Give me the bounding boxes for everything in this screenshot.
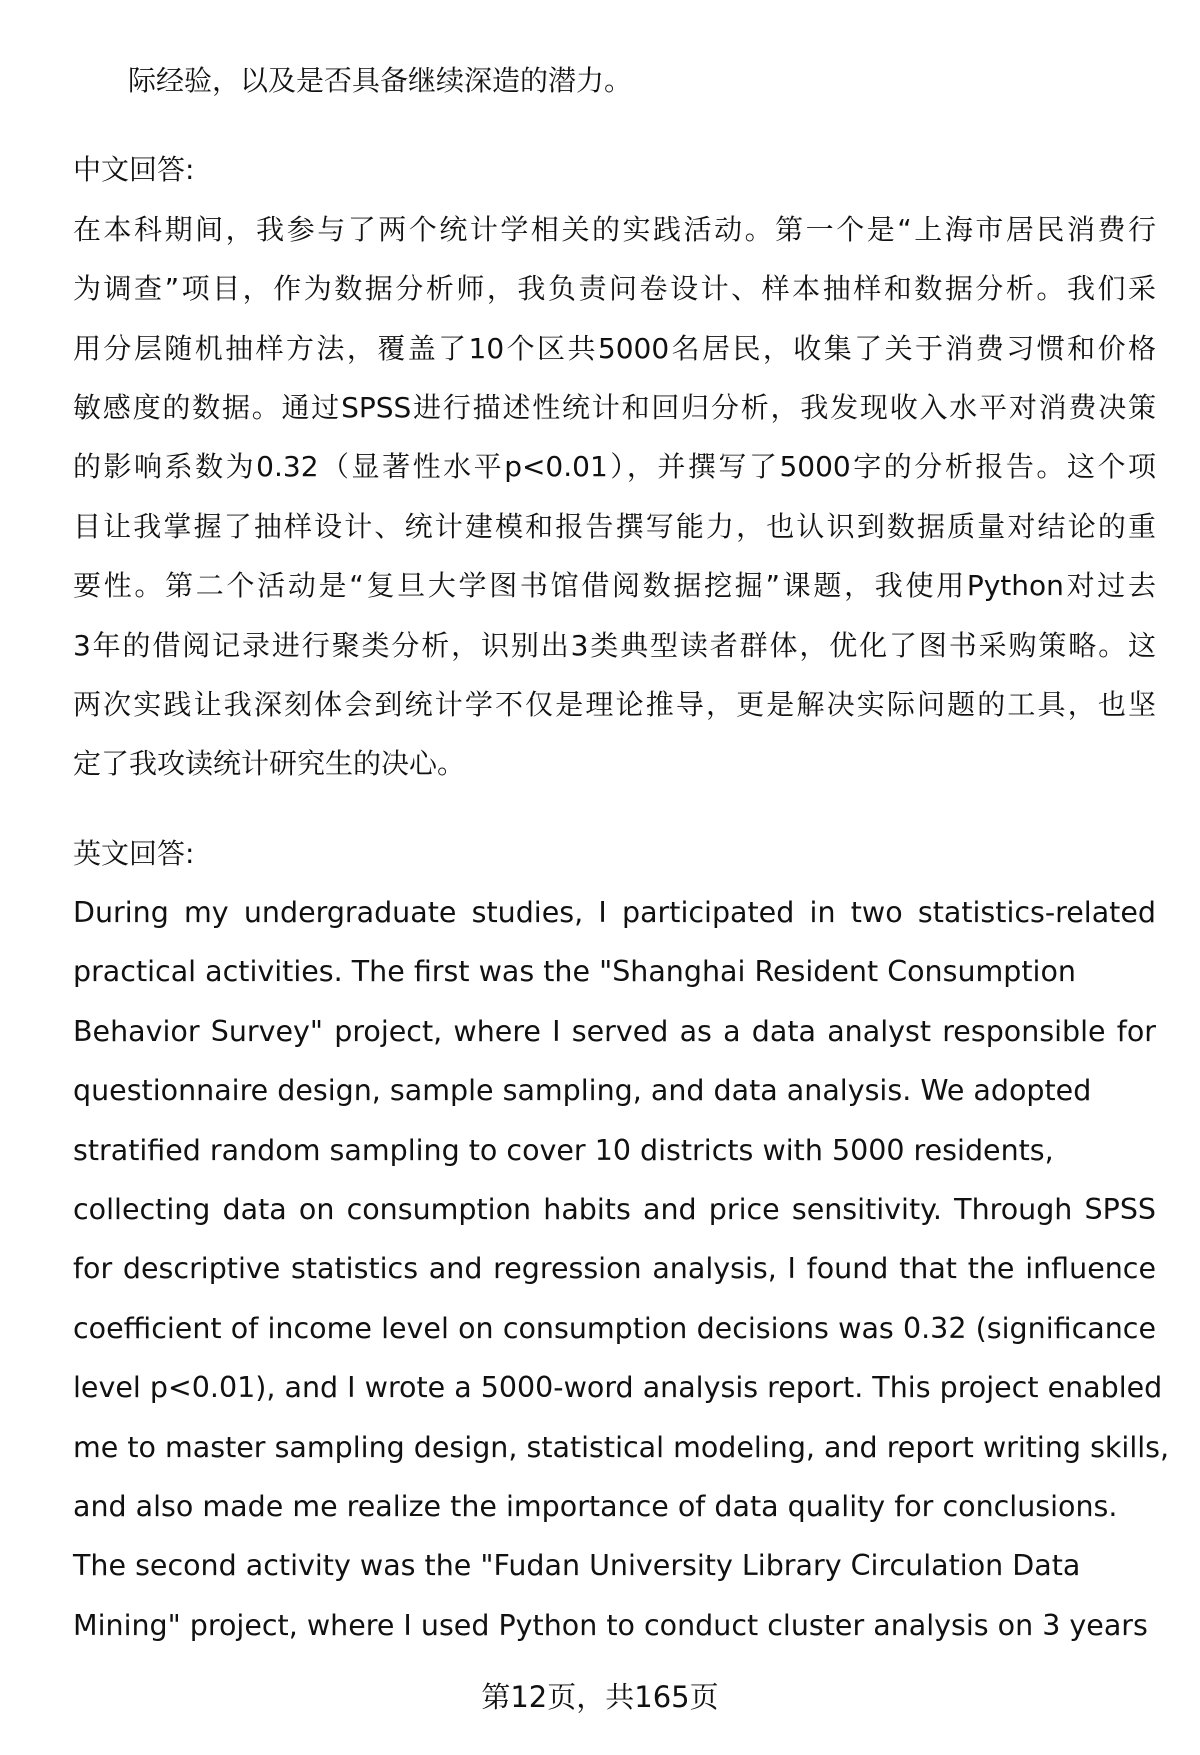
page-number: 第12页，共165页 xyxy=(481,1680,719,1714)
paragraph-line: collecting data on consumption habits and price sensitivity. Through SPSS xyxy=(73,1193,1156,1227)
paragraph-line: for descriptive statistics and regression analysis, I found that the influence xyxy=(73,1252,1156,1286)
paragraph-line: 要性。第二个活动是“复旦大学图书馆借阅数据挖掘”课题，我使用Python对过去 xyxy=(73,569,1156,603)
paragraph-line: 两次实践让我深刻体会到统计学不仅是理论推导，更是解决实际问题的工具，也坚 xyxy=(73,687,1156,721)
paragraph-line: me to master sampling design, statistical modeling, and report writing skills, xyxy=(73,1430,1170,1464)
paragraph-line: Behavior Survey" project, where I served as a data analyst responsible for xyxy=(73,1014,1156,1048)
paragraph-line: Mining" project, where I used Python to conduct cluster analysis on 3 years xyxy=(73,1608,1148,1642)
paragraph-line: level p<0.01), and I wrote a 5000-word analysis report. This project enabled xyxy=(73,1371,1163,1405)
paragraph-line: practical activities. The first was the "Shanghai Resident Consumption xyxy=(73,955,1076,989)
paragraph-line: 定了我攻读统计研究生的决心。 xyxy=(73,747,466,781)
paragraph-line: coefficient of income level on consumption decisions was 0.32 (significance xyxy=(73,1311,1156,1345)
document-body xyxy=(73,51,1170,1655)
intro-line: 际经验，以及是否具备继续深造的潜力。 xyxy=(128,64,633,97)
paragraph-line: 用分层随机抽样方法，覆盖了10个区共5000名居民，收集了关于消费习惯和价格 xyxy=(73,331,1156,365)
english-heading: 英文回答: xyxy=(73,836,195,870)
english-answer xyxy=(73,883,1170,1655)
paragraph-line: The second activity was the "Fudan University Library Circulation Data xyxy=(73,1549,1081,1583)
paragraph-line: 在本科期间，我参与了两个统计学相关的实践活动。第一个是“上海市居民消费行 xyxy=(73,212,1156,246)
chinese-heading: 中文回答: xyxy=(73,153,195,187)
paragraph-line: and also made me realize the importance of data quality for conclusions. xyxy=(73,1489,1118,1523)
paragraph-line: questionnaire design, sample sampling, and data analysis. We adopted xyxy=(73,1074,1092,1108)
paragraph-line: During my undergraduate studies, I participated in two statistics-related xyxy=(73,896,1156,930)
paragraph-line: 目让我掌握了抽样设计、统计建模和报告撰写能力，也认识到数据质量对结论的重 xyxy=(73,509,1156,543)
paragraph-line: 为调查”项目，作为数据分析师，我负责问卷设计、样本抽样和数据分析。我们采 xyxy=(73,272,1156,306)
paragraph-line: 的影响系数为0.32（显著性水平p<0.01），并撰写了5000字的分析报告。这个项 xyxy=(73,450,1156,484)
paragraph-line: stratified random sampling to cover 10 districts with 5000 residents, xyxy=(73,1133,1054,1167)
chinese-answer xyxy=(73,200,1156,794)
paragraph-line: 3年的借阅记录进行聚类分析，识别出3类典型读者群体，优化了图书采购策略。这 xyxy=(73,628,1156,662)
paragraph-line: 敏感度的数据。通过SPSS进行描述性统计和回归分析，我发现收入水平对消费决策 xyxy=(73,390,1156,424)
